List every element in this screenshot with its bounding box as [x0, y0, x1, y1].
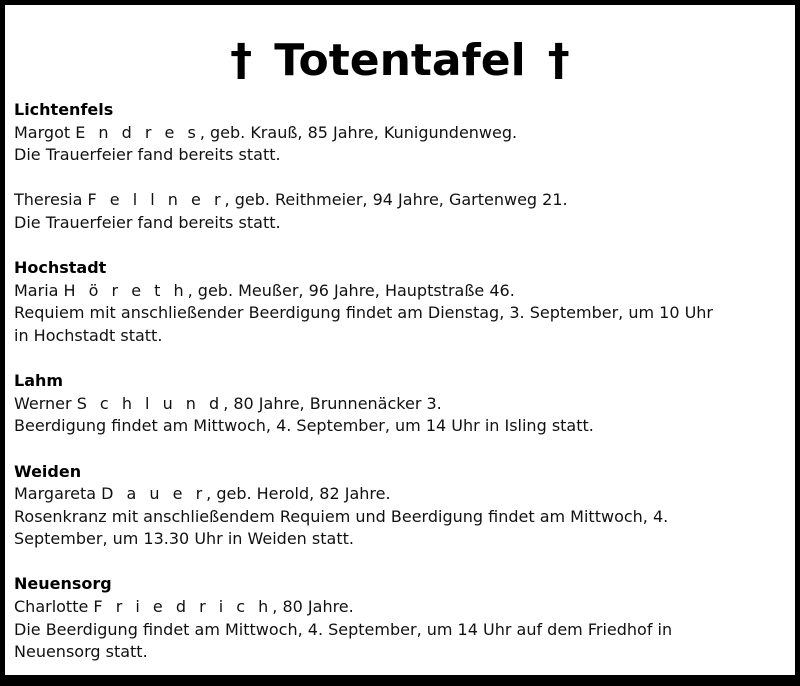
first-name: Werner	[14, 393, 72, 413]
obituary-notice	[5, 5, 795, 675]
cross-icon: †	[547, 35, 570, 86]
first-name: Maria	[14, 280, 59, 300]
obituary-entry	[14, 483, 784, 551]
ceremony-info: Beerdigung findet am Mittwoch, 4. September, um 14 Uhr in Isling statt.	[14, 416, 594, 436]
place-heading: Lichtenfels	[14, 100, 114, 119]
deceased-details: , 80 Jahre, Brunnenäcker 3.	[223, 393, 442, 413]
deceased-details: , geb. Reithmeier, 94 Jahre, Gartenweg 21.	[224, 190, 568, 210]
page-title	[5, 33, 795, 89]
obituary-entry	[14, 393, 784, 438]
surname: F r i e d r i c h	[93, 597, 273, 617]
obituary-list	[14, 99, 784, 686]
place-section	[14, 461, 784, 551]
surname: H ö r e t h	[63, 280, 188, 300]
place-heading: Neuensorg	[14, 574, 112, 594]
deceased-line	[14, 189, 784, 212]
surname: F e l l n e r	[87, 190, 225, 210]
deceased-details: , 80 Jahre.	[272, 597, 354, 617]
first-name: Margot	[14, 122, 71, 142]
deceased-line	[14, 596, 784, 619]
ceremony-info: September, um 13.30 Uhr in Weiden statt.	[14, 529, 354, 549]
place-section	[14, 370, 784, 438]
place-section	[14, 573, 784, 663]
ceremony-info: Die Trauerfeier fand bereits statt.	[14, 145, 281, 165]
obituary-entry	[14, 596, 784, 664]
deceased-line	[14, 280, 784, 303]
first-name: Margareta	[14, 484, 97, 504]
deceased-line	[14, 393, 784, 416]
deceased-details: , geb. Krauß, 85 Jahre, Kunigundenweg.	[199, 122, 518, 142]
deceased-line	[14, 122, 784, 145]
deceased-line	[14, 483, 784, 506]
ceremony-info: Die Trauerfeier fand bereits statt.	[14, 212, 281, 232]
ceremony-info: Rosenkranz mit anschließendem Requiem und Beerdigung findet am Mittwoch, 4.	[14, 506, 669, 526]
ceremony-info: Die Beerdigung findet am Mittwoch, 4. September, um 14 Uhr auf dem Friedhof in	[14, 619, 673, 639]
place-section	[14, 99, 784, 235]
obituary-entry	[14, 122, 784, 167]
ceremony-info: Neuensorg statt.	[14, 642, 148, 662]
ceremony-info: Requiem mit anschließender Beerdigung findet am Dienstag, 3. September, um 10 Uhr	[14, 303, 714, 323]
obituary-entry	[14, 280, 784, 348]
cross-icon: †	[230, 35, 253, 86]
first-name: Theresia	[14, 190, 83, 210]
place-heading: Weiden	[14, 461, 82, 481]
deceased-details: , geb. Meußer, 96 Jahre, Hauptstraße 46.	[187, 280, 515, 300]
ceremony-info: in Hochstadt statt.	[14, 325, 163, 345]
deceased-details: , geb. Herold, 82 Jahre.	[206, 484, 391, 504]
place-heading: Hochstadt	[14, 258, 107, 278]
surname: S c h l u n d	[76, 393, 224, 413]
surname: D a u e r	[101, 484, 207, 504]
obituary-entry	[14, 189, 784, 234]
place-section	[14, 257, 784, 347]
first-name: Charlotte	[14, 597, 89, 617]
title-text: Totentafel	[274, 35, 526, 86]
surname: E n d r e s	[75, 122, 200, 142]
place-heading: Lahm	[14, 371, 64, 391]
